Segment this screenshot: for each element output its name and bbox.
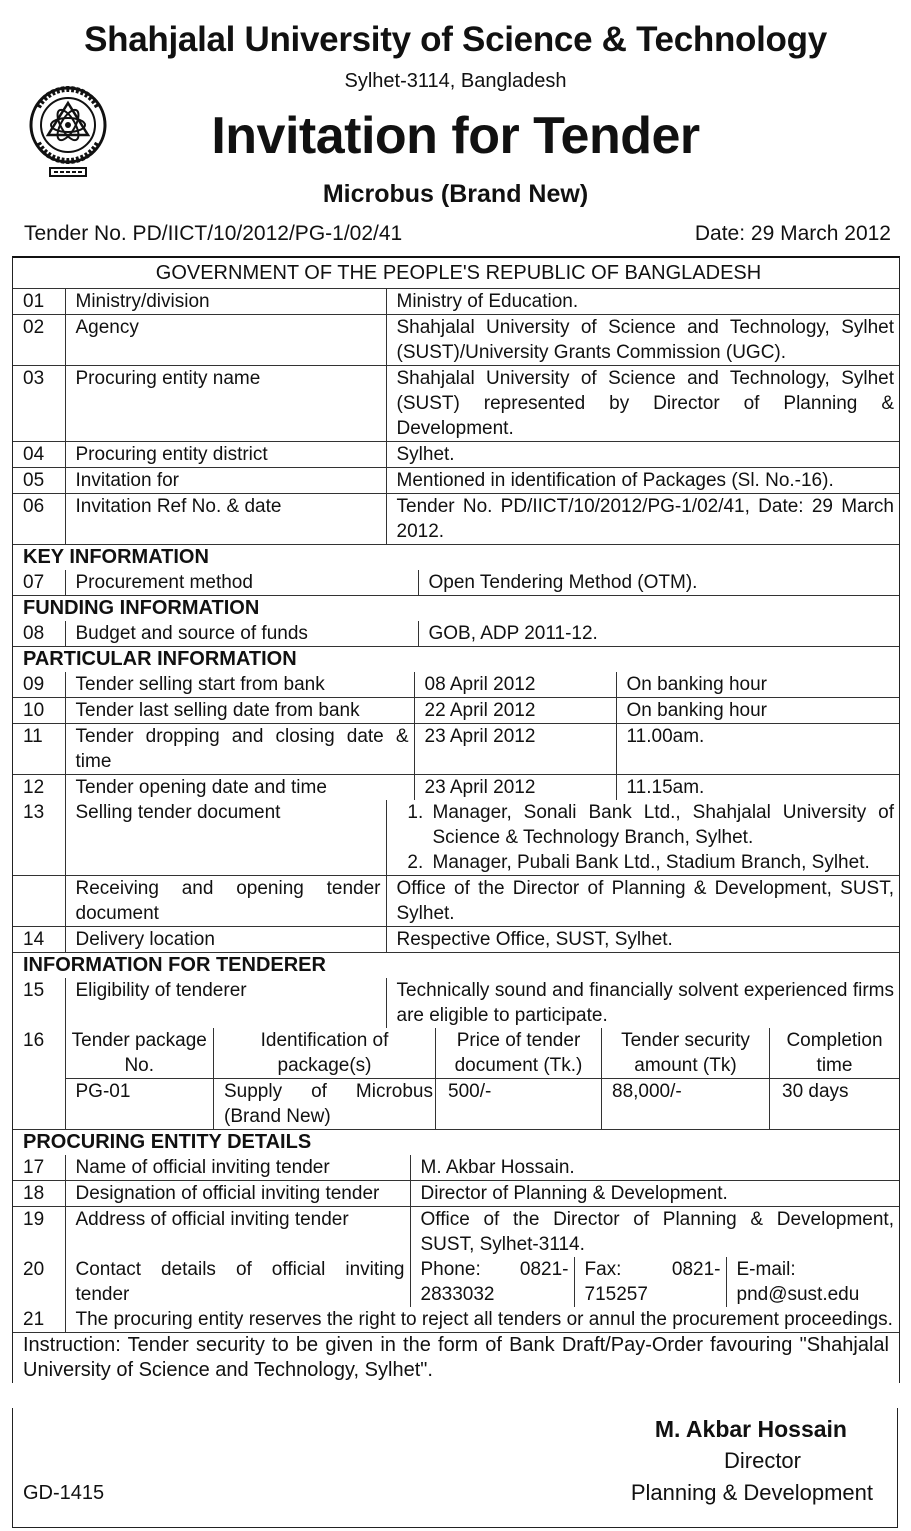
funding-information-table	[13, 621, 899, 646]
row-value: Mentioned in identification of Packages (Sl. No.-16).	[386, 468, 899, 494]
row-label: Procuring entity name	[65, 366, 386, 442]
column-header: Tender package No.	[66, 1028, 214, 1079]
row-value: Ministry of Education.	[386, 289, 899, 315]
notice-header	[0, 0, 911, 252]
row-label: Contact details of official inviting tender	[65, 1257, 410, 1307]
row-number: 09	[23, 674, 45, 695]
procuring-entity-table	[13, 1155, 899, 1257]
reserve-table	[13, 1307, 899, 1332]
table-row	[13, 775, 899, 801]
row-number: 07	[23, 572, 45, 593]
row-label: Invitation Ref No. & date	[65, 494, 386, 545]
row-value: Director of Planning & Development.	[410, 1181, 899, 1207]
row-label: Selling tender document	[65, 800, 386, 876]
row-label: Budget and source of funds	[65, 621, 418, 646]
row-date: 08 April 2012	[414, 672, 616, 698]
list-item: 2. Manager, Pubali Bank Ltd., Stadium Branch, Sylhet.	[429, 850, 895, 875]
row-number: 15	[23, 980, 45, 1001]
row-number: 12	[13, 775, 65, 801]
table-row	[13, 1257, 899, 1307]
row-number: 03	[13, 366, 65, 442]
table-row	[13, 1307, 899, 1332]
schedule-table	[13, 672, 899, 800]
university-name: Shahjalal University of Science & Technology	[84, 20, 827, 59]
package-header-row	[66, 1028, 900, 1079]
row-number: 02	[13, 315, 65, 366]
selling-table	[13, 800, 899, 952]
row-date: 22 April 2012	[414, 698, 616, 724]
row-label: Tender last selling date from bank	[65, 698, 414, 724]
row-number: 11	[13, 724, 65, 775]
row-number: 04	[13, 442, 65, 468]
bank-list	[397, 800, 895, 875]
table-row	[13, 1181, 899, 1207]
row-value: Tender No. PD/IICT/10/2012/PG-1/02/41, Date: 29 March 2012.	[386, 494, 899, 545]
row-value: Shahjalal University of Science and Technology, Sylhet (SUST)/University Grants Commission (UGC).	[386, 315, 899, 366]
key-information-heading: KEY INFORMATION	[13, 544, 899, 570]
row-value: GOB, ADP 2011-12.	[418, 621, 899, 646]
row-number: 06	[13, 494, 65, 545]
row-time: 11.15am.	[616, 775, 899, 801]
general-table	[13, 258, 899, 544]
table-row	[13, 1028, 899, 1129]
row-number: 01	[13, 289, 65, 315]
table-row	[13, 978, 899, 1028]
table-row	[13, 1207, 899, 1258]
table-row	[13, 468, 899, 494]
row-label: Eligibility of tenderer	[65, 978, 386, 1028]
signature-block	[12, 1408, 898, 1528]
table-row	[13, 800, 899, 876]
contact-phone: Phone: 0821-2833032	[410, 1257, 574, 1307]
row-label: Designation of official inviting tender	[65, 1181, 410, 1207]
row-number	[13, 876, 65, 927]
row-number: 21	[23, 1309, 45, 1330]
particular-information-heading: PARTICULAR INFORMATION	[13, 646, 899, 672]
row-value: Respective Office, SUST, Sylhet.	[386, 927, 899, 953]
row-value	[386, 800, 899, 876]
column-header: Price of tender document (Tk.)	[436, 1028, 602, 1079]
row-number: 16	[23, 1030, 45, 1051]
university-address: Sylhet-3114, Bangladesh	[344, 70, 567, 92]
row-label: Tender dropping and closing date & time	[65, 724, 414, 775]
funding-information-heading: FUNDING INFORMATION	[13, 595, 899, 621]
row-label: Ministry/division	[65, 289, 386, 315]
tenderer-information-heading: INFORMATION FOR TENDERER	[13, 952, 899, 978]
reserve-statement: The procuring entity reserves the right to reject all tenders or annul the procurement proceedings.	[65, 1307, 899, 1332]
completion-time: 30 days	[770, 1079, 900, 1130]
signatory-department: Planning & Development	[630, 1480, 873, 1505]
table-row	[13, 927, 899, 953]
row-label: Delivery location	[65, 927, 386, 953]
row-value: Office of the Director of Planning & Development, SUST, Sylhet.	[386, 876, 899, 927]
row-number: 17	[23, 1157, 45, 1178]
list-item: 1. Manager, Sonali Bank Ltd., Shahjalal University of Science & Technology Branch, Sylhet.	[429, 800, 895, 850]
row-value: Shahjalal University of Science and Technology, Sylhet (SUST) represented by Director of Planning & Development.	[386, 366, 899, 442]
row-label: Procurement method	[65, 570, 418, 595]
government-heading: GOVERNMENT OF THE PEOPLE'S REPUBLIC OF BANGLADESH	[155, 262, 762, 284]
row-label: Invitation for	[65, 468, 386, 494]
row-value: Sylhet.	[386, 442, 899, 468]
row-value: Office of the Director of Planning & Development, SUST, Sylhet-3114.	[410, 1207, 899, 1258]
row-time: On banking hour	[616, 672, 899, 698]
security-amount: 88,000/-	[602, 1079, 770, 1130]
row-time: 11.00am.	[616, 724, 899, 775]
tender-number: Tender No. PD/IICT/10/2012/PG-1/02/41	[24, 222, 403, 245]
table-row	[13, 621, 899, 646]
row-number: 10	[13, 698, 65, 724]
contact-table	[13, 1257, 899, 1307]
row-number: 14	[13, 927, 65, 953]
package-table-frame	[13, 1028, 899, 1129]
gd-number: GD-1415	[23, 1482, 105, 1504]
row-date: 23 April 2012	[414, 724, 616, 775]
package-row	[66, 1079, 900, 1130]
row-label: Receiving and opening tender document	[65, 876, 386, 927]
table-row	[13, 698, 899, 724]
signatory-name: M. Akbar Hossain	[654, 1416, 847, 1442]
row-label: Tender selling start from bank	[65, 672, 414, 698]
row-number: 19	[13, 1207, 65, 1258]
contact-fax: Fax: 0821-715257	[574, 1257, 726, 1307]
package-table	[66, 1028, 900, 1129]
eligibility-table	[13, 978, 899, 1028]
package-identification: Supply of Microbus (Brand New)	[214, 1079, 436, 1130]
contact-email: E-mail: pnd@sust.edu	[726, 1257, 899, 1307]
row-label: Agency	[65, 315, 386, 366]
procuring-entity-heading: PROCURING ENTITY DETAILS	[13, 1129, 899, 1155]
table-row	[13, 494, 899, 545]
row-label: Tender opening date and time	[65, 775, 414, 801]
column-header: Completion time	[770, 1028, 900, 1079]
table-row	[13, 672, 899, 698]
table-row	[13, 366, 899, 442]
row-number: 08	[23, 623, 45, 644]
signatory-title: Director	[723, 1448, 801, 1473]
row-value: Open Tendering Method (OTM).	[418, 570, 899, 595]
table-row	[13, 876, 899, 927]
tender-details	[12, 256, 900, 1383]
row-label: Address of official inviting tender	[65, 1207, 410, 1258]
row-label: Procuring entity district	[65, 442, 386, 468]
row-value: Technically sound and financially solvent experienced firms are eligible to participate.	[386, 978, 899, 1028]
row-number: 18	[13, 1181, 65, 1207]
tender-date: Date: 29 March 2012	[694, 222, 891, 245]
row-time: On banking hour	[616, 698, 899, 724]
package-number: PG-01	[75, 1081, 131, 1102]
package-cell	[65, 1028, 899, 1129]
column-header: Tender security amount (Tk)	[602, 1028, 770, 1079]
row-number: 13	[23, 802, 45, 823]
row-value: M. Akbar Hossain.	[410, 1155, 899, 1181]
row-date: 23 April 2012	[414, 775, 616, 801]
row-number: 20	[23, 1259, 45, 1280]
table-row	[13, 315, 899, 366]
column-header: Identification of package(s)	[214, 1028, 436, 1079]
instruction-text: Instruction: Tender security to be given in the form of Bank Draft/Pay-Order favouring "Shahjalal University of Science and Technology, Sylhet".	[13, 1332, 899, 1383]
key-information-table	[13, 570, 899, 595]
table-row	[13, 289, 899, 315]
table-row	[13, 570, 899, 595]
row-label: Name of official inviting tender	[65, 1155, 410, 1181]
page-title: Invitation for Tender	[211, 107, 700, 165]
document-price: 500/-	[436, 1079, 602, 1130]
table-row	[13, 1155, 899, 1181]
table-row	[13, 442, 899, 468]
row-number: 05	[13, 468, 65, 494]
table-row	[13, 724, 899, 775]
tender-subject: Microbus (Brand New)	[322, 180, 589, 208]
